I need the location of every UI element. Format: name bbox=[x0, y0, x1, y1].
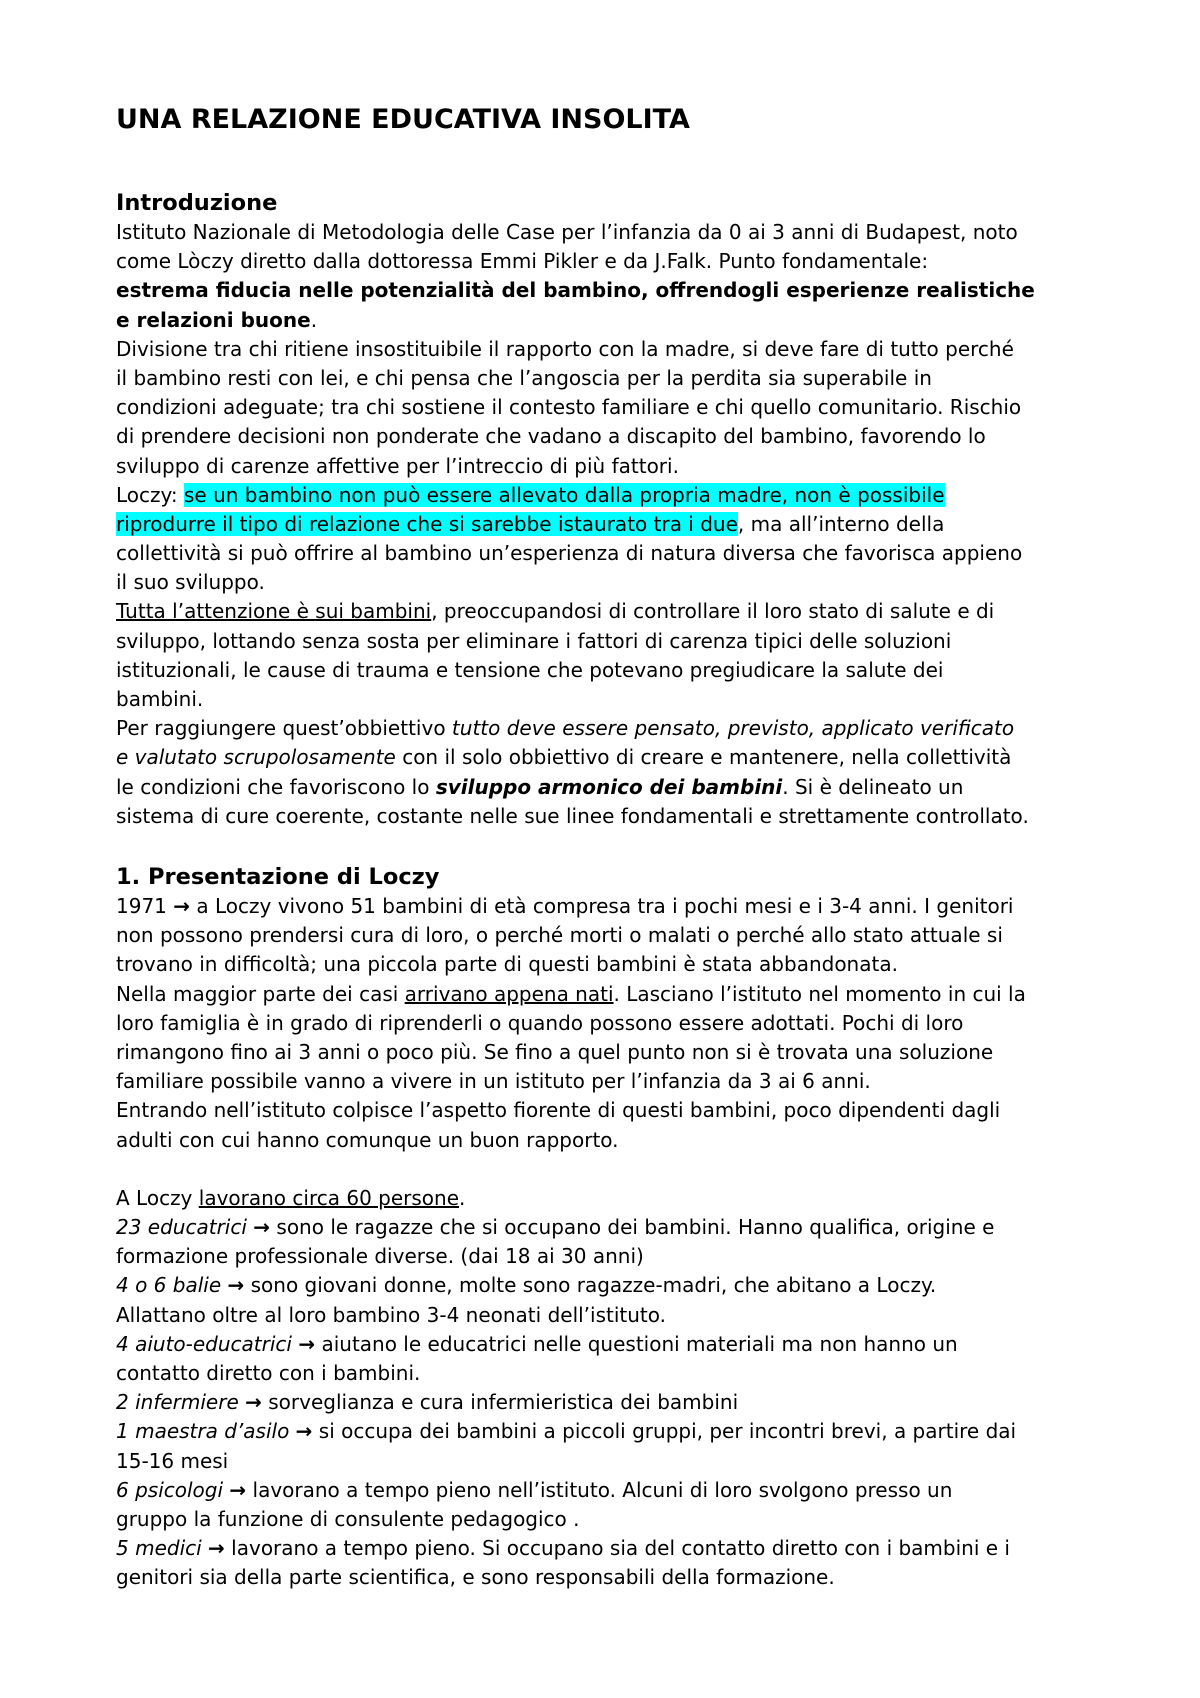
text-line bbox=[116, 773, 1035, 802]
text-line bbox=[116, 1388, 1026, 1417]
underlined-text: lavorano circa 60 persone bbox=[198, 1185, 460, 1210]
key-principle-text: estrema fiducia nelle potenzialità del bambino, offrendogli esperienze realistiche bbox=[116, 278, 1035, 303]
staff-list-item bbox=[116, 1271, 1026, 1329]
staff-list-item bbox=[116, 1330, 1026, 1388]
italic-text: e valutato scrupolosamente bbox=[116, 745, 396, 770]
staff-list-item bbox=[116, 1417, 1026, 1475]
text-line bbox=[116, 481, 1035, 510]
text-line: genitori sia della parte scientifica, e sono responsabili della formazione. bbox=[116, 1565, 835, 1590]
arrow-right-icon: → bbox=[229, 1477, 247, 1502]
intro-paragraph-4 bbox=[116, 597, 1035, 714]
text-fragment: . Si è delineato un bbox=[782, 774, 964, 799]
text-fragment: Nella maggior parte dei casi bbox=[116, 981, 405, 1006]
staff-list-item bbox=[116, 1388, 1026, 1417]
text-line: sistema di cure coerente, costante nelle sue linee fondamentali e strettamente controllato. bbox=[116, 803, 1029, 828]
text-line: gruppo la funzione di consulente pedagogico . bbox=[116, 1506, 580, 1531]
underlined-text: arrivano appena nati bbox=[404, 981, 614, 1006]
arrow-right-icon: → bbox=[227, 1273, 245, 1298]
text-line: il bambino resti con lei, e chi pensa che l’angoscia per la perdita sia superabile in bbox=[116, 365, 932, 390]
staff-role: 1 maestra d’asilo bbox=[116, 1419, 290, 1444]
staff-description: lavorano a tempo pieno. Si occupano sia del contatto diretto con i bambini e i bbox=[224, 1536, 1010, 1561]
staff-role: 6 psicologi bbox=[116, 1477, 224, 1502]
text-line: non possono prendersi cura di loro, o perché morti o malati o perché allo stato attuale si bbox=[116, 923, 1003, 948]
staff-role: 4 o 6 balie bbox=[116, 1273, 222, 1298]
arrow-right-icon: → bbox=[295, 1419, 313, 1444]
staff-role: 23 educatrici bbox=[116, 1215, 247, 1240]
text-line bbox=[116, 714, 1035, 743]
text-fragment: le condizioni che favoriscono lo bbox=[116, 774, 436, 799]
arrow-right-icon: → bbox=[298, 1331, 316, 1356]
underlined-text: Tutta l’attenzione è sui bambini bbox=[116, 599, 432, 624]
arrow-right-icon: → bbox=[173, 894, 191, 918]
text-fragment: . bbox=[459, 1185, 466, 1210]
staff-role: 5 medici bbox=[116, 1536, 202, 1561]
text-line bbox=[116, 743, 1035, 772]
text-line bbox=[116, 1184, 1026, 1213]
text-fragment: A Loczy bbox=[116, 1185, 199, 1210]
section1-paragraph-1 bbox=[116, 892, 1026, 980]
blank-line bbox=[116, 1155, 1026, 1184]
text-line bbox=[116, 1330, 1026, 1359]
staff-list bbox=[116, 1213, 1026, 1592]
staff-intro bbox=[116, 1184, 1026, 1213]
highlighted-text: se un bambino non può essere allevato dalla propria madre, non è possibile bbox=[184, 482, 945, 507]
arrow-right-icon: → bbox=[208, 1536, 225, 1561]
text-fragment: . Lasciano l’istituto nel momento in cui la bbox=[613, 981, 1026, 1006]
text-fragment: , preoccupandosi di controllare il loro stato di salute e di bbox=[431, 599, 995, 624]
staff-description: si occupa dei bambini a piccoli gruppi, per incontri brevi, a partire dai bbox=[312, 1419, 1017, 1444]
text-fragment: con il solo obbiettivo di creare e mantenere, nella collettività bbox=[395, 745, 1012, 770]
text-line bbox=[116, 1534, 1026, 1563]
intro-paragraph-1 bbox=[116, 218, 1035, 335]
text-fragment: . bbox=[310, 307, 318, 332]
section-presentazione bbox=[116, 862, 1026, 1593]
italic-text: tutto deve essere pensato, previsto, applicato verificato bbox=[451, 716, 1015, 741]
text-fragment: 1971 bbox=[116, 894, 174, 918]
text-fragment: Loczy: bbox=[116, 482, 184, 507]
text-line bbox=[116, 597, 1035, 626]
text-line: Istituto Nazionale di Metodologia delle Case per l’infanzia da 0 ai 3 anni di Budapest, noto bbox=[116, 220, 1018, 244]
intro-section bbox=[116, 188, 1035, 831]
staff-description: aiutano le educatrici nelle questioni materiali ma non hanno un bbox=[315, 1331, 958, 1356]
text-line bbox=[116, 510, 1035, 539]
staff-list-item bbox=[116, 1476, 1026, 1534]
text-line: sviluppo, lottando senza sosta per eliminare i fattori di carenza tipici delle soluzioni bbox=[116, 628, 952, 653]
text-line: 15-16 mesi bbox=[116, 1448, 229, 1473]
text-line bbox=[116, 1271, 1026, 1300]
text-line: bambini. bbox=[116, 687, 204, 711]
text-line: trovano in difficoltà; una piccola parte di questi bambini è stata abbandonata. bbox=[116, 952, 898, 977]
intro-paragraph-3 bbox=[116, 481, 1035, 598]
highlighted-text: riprodurre il tipo di relazione che si sarebbe istaurato tra i due bbox=[116, 511, 738, 536]
staff-description: sorveglianza e cura infermieristica dei bambini bbox=[261, 1390, 739, 1415]
text-line: condizioni adeguate; tra chi sostiene il contesto familiare e chi quello comunitario. Rischio bbox=[116, 395, 1022, 420]
section1-paragraph-2 bbox=[116, 980, 1026, 1097]
text-line: contatto diretto con i bambini. bbox=[116, 1361, 421, 1385]
arrow-right-icon: → bbox=[245, 1390, 262, 1415]
section1-paragraph-3 bbox=[116, 1096, 1026, 1154]
arrow-right-icon: → bbox=[253, 1215, 271, 1240]
text-line: istituzionali, le cause di trauma e tensione che potevano pregiudicare la salute dei bbox=[116, 657, 944, 682]
text-line: Divisione tra chi ritiene insostituibile il rapporto con la madre, si deve fare di tutto perché bbox=[116, 336, 1014, 361]
text-line: Entrando nell’istituto colpisce l’aspetto fiorente di questi bambini, poco dipendenti dagli bbox=[116, 1098, 1001, 1123]
text-line: collettività si può offrire al bambino un’esperienza di natura diversa che favorisca appieno bbox=[116, 541, 1023, 566]
text-line: di prendere decisioni non ponderate che vadano a discapito del bambino, favorendo lo bbox=[116, 424, 986, 449]
intro-paragraph-2 bbox=[116, 335, 1035, 481]
text-line: Allattano oltre al loro bambino 3-4 neonati dell’istituto. bbox=[116, 1302, 667, 1327]
text-line bbox=[116, 980, 1026, 1009]
text-line: adulti con cui hanno comunque un buon rapporto. bbox=[116, 1127, 619, 1152]
text-line bbox=[116, 1213, 1026, 1242]
text-line: sviluppo di carenze affettive per l’intreccio di più fattori. bbox=[116, 453, 679, 478]
text-line bbox=[116, 306, 1035, 335]
text-line: come Lòczy diretto dalla dottoressa Emmi Pikler e da J.Falk. Punto fondamentale: bbox=[116, 249, 929, 274]
text-line: loro famiglia è in grado di riprenderli o quando possono essere adottati. Pochi di loro bbox=[116, 1010, 964, 1035]
text-line: formazione professionale diverse. (dai 18 ai 30 anni) bbox=[116, 1244, 644, 1269]
text-line: familiare possibile vanno a vivere in un istituto per l’infanzia da 3 ai 6 anni. bbox=[116, 1069, 871, 1094]
staff-description: sono le ragazze che si occupano dei bambini. Hanno qualifica, origine e bbox=[270, 1215, 995, 1240]
text-line bbox=[116, 1476, 1026, 1505]
staff-description: lavorano a tempo pieno nell’istituto. Alcuni di loro svolgono presso un bbox=[246, 1477, 953, 1502]
staff-role: 4 aiuto-educatrici bbox=[116, 1331, 292, 1356]
intro-paragraph-5 bbox=[116, 714, 1035, 831]
bold-italic-text: sviluppo armonico dei bambini bbox=[435, 774, 783, 799]
intro-heading: Introduzione bbox=[116, 190, 278, 216]
section-1-heading: 1. Presentazione di Loczy bbox=[116, 864, 440, 890]
text-fragment: a Loczy vivono 51 bambini di età compresa tra i pochi mesi e i 3-4 anni. I genitori bbox=[190, 894, 1014, 918]
text-fragment: , ma all’interno della bbox=[737, 511, 945, 536]
key-principle-text: e relazioni buone bbox=[116, 307, 311, 332]
document-title: UNA RELAZIONE EDUCATIVA INSOLITA bbox=[116, 104, 690, 135]
staff-list-item bbox=[116, 1534, 1026, 1592]
text-line: rimangono fino ai 3 anni o poco più. Se fino a quel punto non si è trovata una soluzione bbox=[116, 1039, 994, 1064]
staff-list-item bbox=[116, 1213, 1026, 1271]
text-fragment: Per raggiungere quest’obbiettivo bbox=[116, 716, 452, 741]
text-line: il suo sviluppo. bbox=[116, 570, 265, 595]
text-line bbox=[116, 892, 1026, 921]
staff-role: 2 infermiere bbox=[116, 1390, 239, 1415]
text-line bbox=[116, 1417, 1026, 1446]
staff-description: sono giovani donne, molte sono ragazze-madri, che abitano a Loczy. bbox=[244, 1273, 937, 1298]
